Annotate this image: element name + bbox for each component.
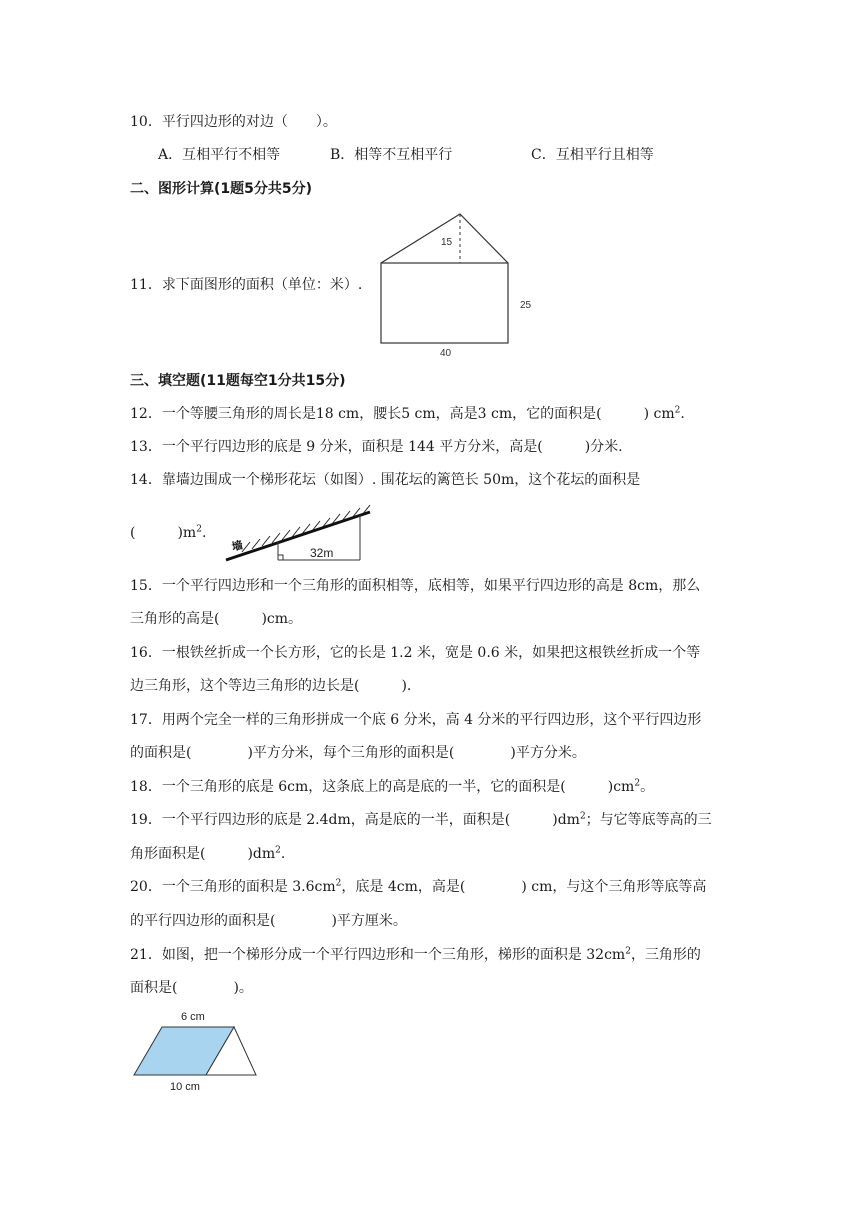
q10-option-a[interactable]: A．互相平行不相等: [158, 147, 281, 163]
q21-text-a: 21．如图，把一个梯形分成一个平行四边形和一个三角形，梯形的面积是 32cm: [130, 947, 626, 963]
q19-text-c: 角形面积是( )dm: [130, 846, 276, 862]
q20-sup: 2: [335, 878, 342, 889]
side-label: 25: [520, 300, 532, 311]
q21-sup: 2: [625, 946, 631, 957]
q18-text: 18．一个三角形的底是 6cm，这条底上的高是底的一半，它的面积是( )cm: [130, 779, 635, 795]
q15-line2: 三角形的高是( )cm。: [130, 611, 303, 627]
wall-hatching: [242, 505, 370, 552]
q14-blank-text: ( )m: [130, 525, 197, 541]
q11-figure: [370, 205, 540, 365]
q20-text-a: 20．一个三角形的面积是 3.6cm: [130, 879, 336, 895]
q15-line1: 15．一个平行四边形和一个三角形的面积相等，底相等，如果平行四边形的高是 8cm，那么: [130, 578, 701, 594]
q14-end: .: [201, 525, 207, 541]
q10-option-c[interactable]: C．互相平行且相等: [531, 147, 654, 163]
q19-sup2: 2: [275, 845, 281, 856]
q21-line2: 面积是( )。: [130, 980, 253, 996]
q21-line1: [130, 945, 701, 965]
q17-line1: 17．用两个完全一样的三角形拼成一个底 6 分米，高 4 分米的平行四边形，这个平行四边形: [130, 712, 702, 728]
q21-figure: [128, 1006, 268, 1098]
right-angle-mark: [278, 555, 283, 560]
section-2-heading: 二、图形计算(1题5分共5分): [130, 181, 313, 197]
q16-line1: 16．一根铁丝折成一个长方形，它的长是 1.2 米，宽是 0.6 米，如果把这根铁丝折成一个等: [130, 645, 701, 661]
q12-end: .: [680, 406, 685, 422]
q19-line2: [130, 844, 285, 864]
q19-sup1: 2: [579, 811, 586, 822]
length-label: 32m: [310, 546, 334, 560]
q14-line1: 14．靠墙边围成一个梯形花坛（如图）. 围花坛的篱笆长 50m，这个花坛的面积是: [130, 472, 641, 488]
base-label: 40: [440, 348, 452, 359]
q14-figure: [222, 502, 377, 564]
q11-stem: 11．求下面图形的面积（单位：米）.: [130, 277, 363, 293]
q21-text-b: ，三角形的: [630, 947, 701, 963]
q10-stem: 10．平行四边形的对边（ ）。: [130, 114, 337, 130]
q19-line1: [130, 810, 712, 830]
wall-label: 墙: [230, 539, 245, 554]
section-3-heading: 三、填空题(11题每空1分共15分): [130, 373, 346, 389]
q20-text-b: ，底是 4cm，高是( ) cm，与这个三角形等底等高: [341, 879, 707, 895]
q18: [130, 777, 654, 797]
wall-line: [226, 512, 370, 560]
rectangle-shape: [381, 263, 508, 343]
height-label: 15: [441, 237, 453, 248]
q12-text: 12．一个等腰三角形的周长是18 cm，腰长5 cm，高是3 cm，它的面积是( ) cm: [130, 406, 675, 422]
q12: [130, 404, 685, 424]
q10-option-b[interactable]: B．相等不互相平行: [330, 147, 453, 163]
q16-line2: 边三角形，这个等边三角形的边长是( ).: [130, 678, 412, 694]
top-label: 6 cm: [181, 1011, 205, 1023]
q14-sup: 2: [196, 524, 202, 535]
q14-blank: [130, 523, 206, 543]
q12-sup: 2: [674, 405, 681, 416]
q19-text-b: ；与它等底等高的三: [585, 812, 712, 828]
q20-line1: [130, 877, 706, 897]
bottom-label: 10 cm: [170, 1081, 200, 1093]
q20-line2: 的平行四边形的面积是( )平方厘米。: [130, 913, 407, 929]
q18-sup: 2: [634, 778, 641, 789]
q19-text-d: .: [280, 846, 286, 862]
q18-end: 。: [640, 779, 655, 795]
q13: 13．一个平行四边形的底是 9 分米，面积是 144 平方分米，高是( )分米.: [130, 439, 623, 455]
q17-line2: 的面积是( )平方分米，每个三角形的面积是( )平方分米。: [130, 745, 586, 761]
q19-text-a: 19．一个平行四边形的底是 2.4dm，高是底的一半，面积是( )dm: [130, 812, 580, 828]
